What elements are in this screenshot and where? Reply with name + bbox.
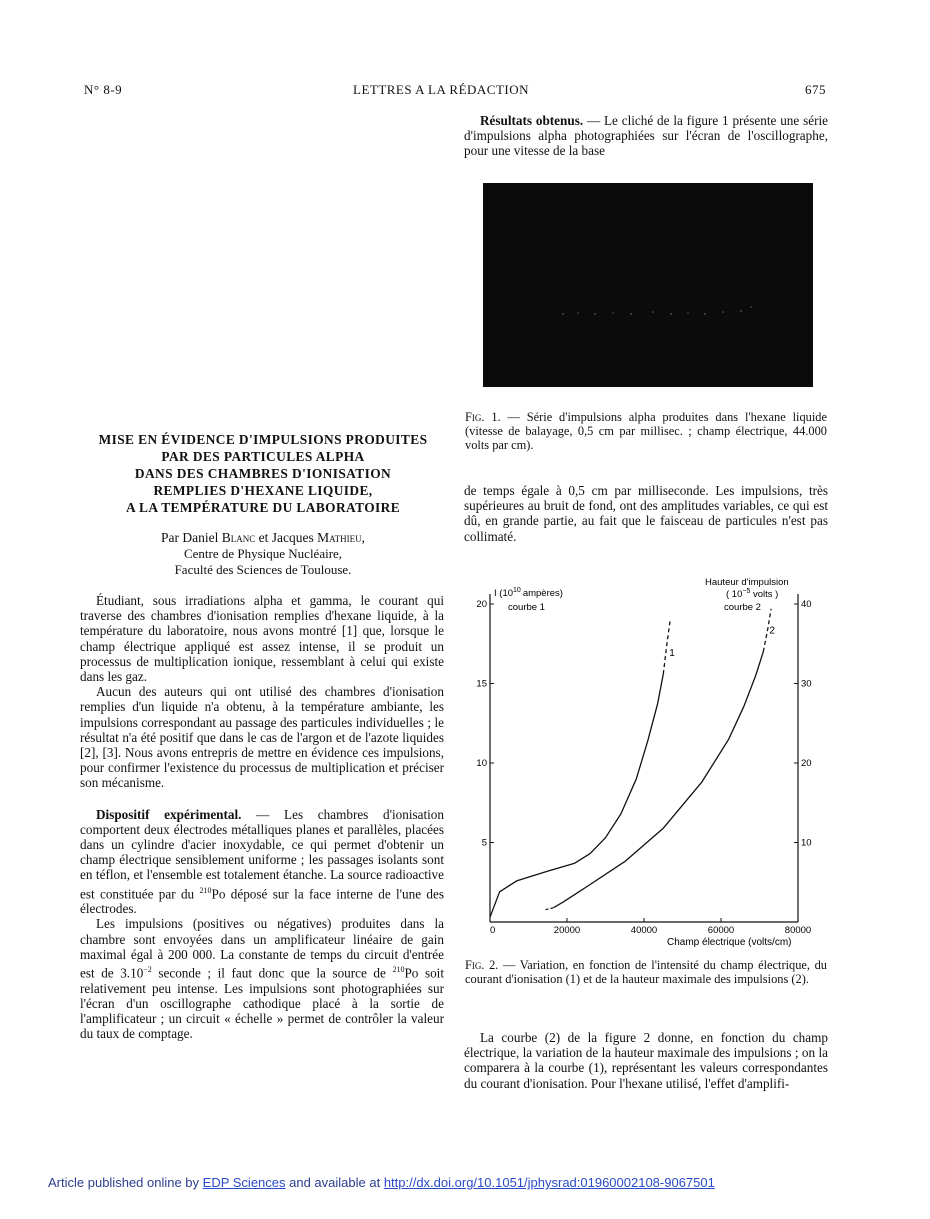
affiliation-2: Faculté des Sciences de Toulouse. xyxy=(174,562,352,577)
text-run: Po soit relativement peu intense. Les impulsions sont photographiées sur l'écran d'un oscillographe cathodique placé à la sortie de l'amplificateur ; un circuit « échelle » permet de contrôler la valeur du taux de comptage. xyxy=(80,965,444,1042)
paragraph xyxy=(80,807,444,917)
right-tick-label: 40 xyxy=(801,599,812,610)
figure-1-oscillogram-photo xyxy=(483,183,813,387)
left-tick-label: 5 xyxy=(481,837,487,849)
caption-text: — Variation, en fonction de l'intensité du champ électrique, du courant d'ionisation (1) et de la hauteur maximale des impulsions (2). xyxy=(465,958,827,986)
byline xyxy=(78,530,448,578)
figure-2-chart xyxy=(462,565,832,955)
curve-label: 1 xyxy=(669,647,675,659)
paragraph: La courbe (2) de la figure 2 donne, en fonction du champ électrique, la variation de la hauteur maximale des impulsions ; on la comparera à la courbe (1), représentant les valeurs correspondantes du courant d'ionisation. Pour l'hexane utilisé, l'effet d'amplifi- xyxy=(464,1030,828,1091)
x-tick-label: 0 xyxy=(490,925,496,936)
left-axis-curve-label: courbe 1 xyxy=(508,602,545,613)
left-tick-label: 15 xyxy=(476,678,487,690)
edp-sciences-link[interactable]: EDP Sciences xyxy=(202,1175,286,1190)
title-line: MISE EN ÉVIDENCE D'IMPULSIONS PRODUITES xyxy=(98,432,428,447)
plot-frame xyxy=(490,594,798,922)
paragraph xyxy=(80,916,444,1041)
right-axis-curve-label: courbe 2 xyxy=(724,602,761,613)
byline-prefix: Par Daniel xyxy=(161,530,222,545)
author-1: Blanc xyxy=(221,530,256,545)
right-axis-label: Hauteur d'impulsion xyxy=(705,577,789,588)
x-tick-label: 20000 xyxy=(553,925,581,936)
left-column xyxy=(80,593,444,1041)
figure-label: Fig. 1. xyxy=(465,410,501,424)
doi-link[interactable]: http://dx.doi.org/10.1051/jphysrad:01960002108-9067501 xyxy=(383,1175,715,1190)
right-axis-unit: ( $10^{-5}$ volts ) xyxy=(726,588,779,600)
curves xyxy=(490,609,775,917)
header-section-title: LETTRES A LA RÉDACTION xyxy=(353,82,530,97)
text-run: Po déposé sur la face interne de l'une des électrodes. xyxy=(80,886,445,917)
text-run: seconde ; il faut donc que la source de xyxy=(151,965,393,981)
affiliation-1: Centre de Physique Nucléaire, xyxy=(183,546,343,561)
curve-1-dashed xyxy=(663,620,670,674)
x-tick-label: 40000 xyxy=(630,925,658,936)
superscript: 210 xyxy=(199,885,212,895)
right-column-top xyxy=(464,113,828,159)
byline-mid: et Jacques xyxy=(255,530,318,545)
right-column-bottom xyxy=(464,1030,828,1091)
superscript: 210 xyxy=(392,965,405,975)
right-tick-label: 10 xyxy=(801,837,812,849)
author-line xyxy=(78,530,448,546)
curve-1-solid xyxy=(490,674,663,917)
curve-2-lead-in xyxy=(546,908,554,910)
title-line: PAR DES PARTICULES ALPHA xyxy=(161,449,365,464)
curve-2-solid xyxy=(554,652,764,908)
figure-label: Fig. 2. xyxy=(465,958,499,972)
left-tick-label: 10 xyxy=(476,758,487,769)
header-issue: N° 8-9 xyxy=(84,82,123,97)
publisher-footer xyxy=(48,1175,715,1190)
header-page-number: 675 xyxy=(805,82,826,97)
title-line: A LA TEMPÉRATURE DU LABORATOIRE xyxy=(125,500,401,515)
text-run: Les impulsions (positives ou négatives) produites dans la chambre sont envoyées dans un amplificateur linéaire de gain maximal égal à 200 000. La constante de temps du circuit d'entrée est de 3.10 xyxy=(80,916,444,981)
paragraph: Étudiant, sous irradiations alpha et gamma, le courant qui traverse des chambres d'ionisation remplies d'hexane liquide, à la température du laboratoire, nous avons montré [1] que, lorsque le champ électrique appliqué est assez intense, il se produit un processus de multiplication ionique, ressemblant à celui qui existe dans les gaz. xyxy=(80,593,444,685)
paragraph: de temps égale à 0,5 cm par milliseconde. Les impulsions, très supérieures au bruit de fond, ont des amplitudes variables, ce qui est dû, en grande partie, au fait que le faisceau de particules n'est pas collimaté. xyxy=(464,483,828,544)
footer-middle: and available at xyxy=(285,1175,384,1190)
left-axis-label: I ($10^{10}$ ampères) xyxy=(494,587,563,599)
title-line: DANS DES CHAMBRES D'IONISATION xyxy=(134,466,392,481)
x-tick-label: 60000 xyxy=(707,925,735,936)
paragraph: Aucun des auteurs qui ont utilisé des chambres d'ionisation remplies d'un liquide n'a obtenu, à la température ambiante, les impulsions correspondant au passage des particules individuelles ; le résultat n'a été positif que dans le cas de l'argon et de l'azote liquides [2], [3]. Nous avons entrepris de mettre en évidence ces impulsions, pour confirmer l'existence du processus de multiplication et préciser son mécanisme. xyxy=(80,684,444,791)
article-title xyxy=(78,431,448,516)
oscillogram-trace xyxy=(483,183,813,387)
caption-text: — Série d'impulsions alpha produites dans l'hexane liquide (vitesse de balayage, 0,5 cm par millisec. ; champ électrique, 44.000 volts par cm). xyxy=(465,410,827,452)
left-tick-label: 20 xyxy=(476,599,487,610)
right-column-middle xyxy=(464,483,828,544)
figure-1-caption xyxy=(465,410,827,452)
curve-label: 2 xyxy=(769,625,775,637)
title-line: REMPLIES D'HEXANE LIQUIDE, xyxy=(153,483,373,498)
section-heading: Résultats obtenus. xyxy=(480,113,584,128)
x-axis-label: Champ électrique (volts/cm) xyxy=(667,937,792,948)
byline-end: , xyxy=(361,530,365,545)
text-run: — Les chambres d'ionisation comportent deux électrodes métalliques planes et parallèles, placées dans un cylindre d'acier inoxydable, ce qui permet d'obtenir un champ électrique sensiblement uniforme ; les passages isolants sont en téflon, et l'ensemble est totalement étanche. La source radioactive est constituée par du xyxy=(80,806,444,902)
author-2: Mathieu xyxy=(317,530,362,545)
right-tick-label: 30 xyxy=(801,678,812,690)
section-heading: Dispositif expérimental. xyxy=(96,806,242,822)
footer-prefix: Article published online by xyxy=(48,1175,203,1190)
superscript: −2 xyxy=(143,965,152,975)
paragraph xyxy=(464,113,828,159)
x-axis-ticks xyxy=(490,918,811,936)
figure-2-caption xyxy=(465,958,827,986)
x-tick-label: 80000 xyxy=(784,925,812,936)
text-run: — Le cliché de la figure 1 présente une série d'impulsions alpha photographiées sur l'écran de l'oscillographe, pour une vitesse de la base xyxy=(464,113,828,159)
right-tick-label: 20 xyxy=(801,758,812,769)
right-axis-ticks xyxy=(794,599,812,849)
left-axis-ticks xyxy=(476,599,494,849)
